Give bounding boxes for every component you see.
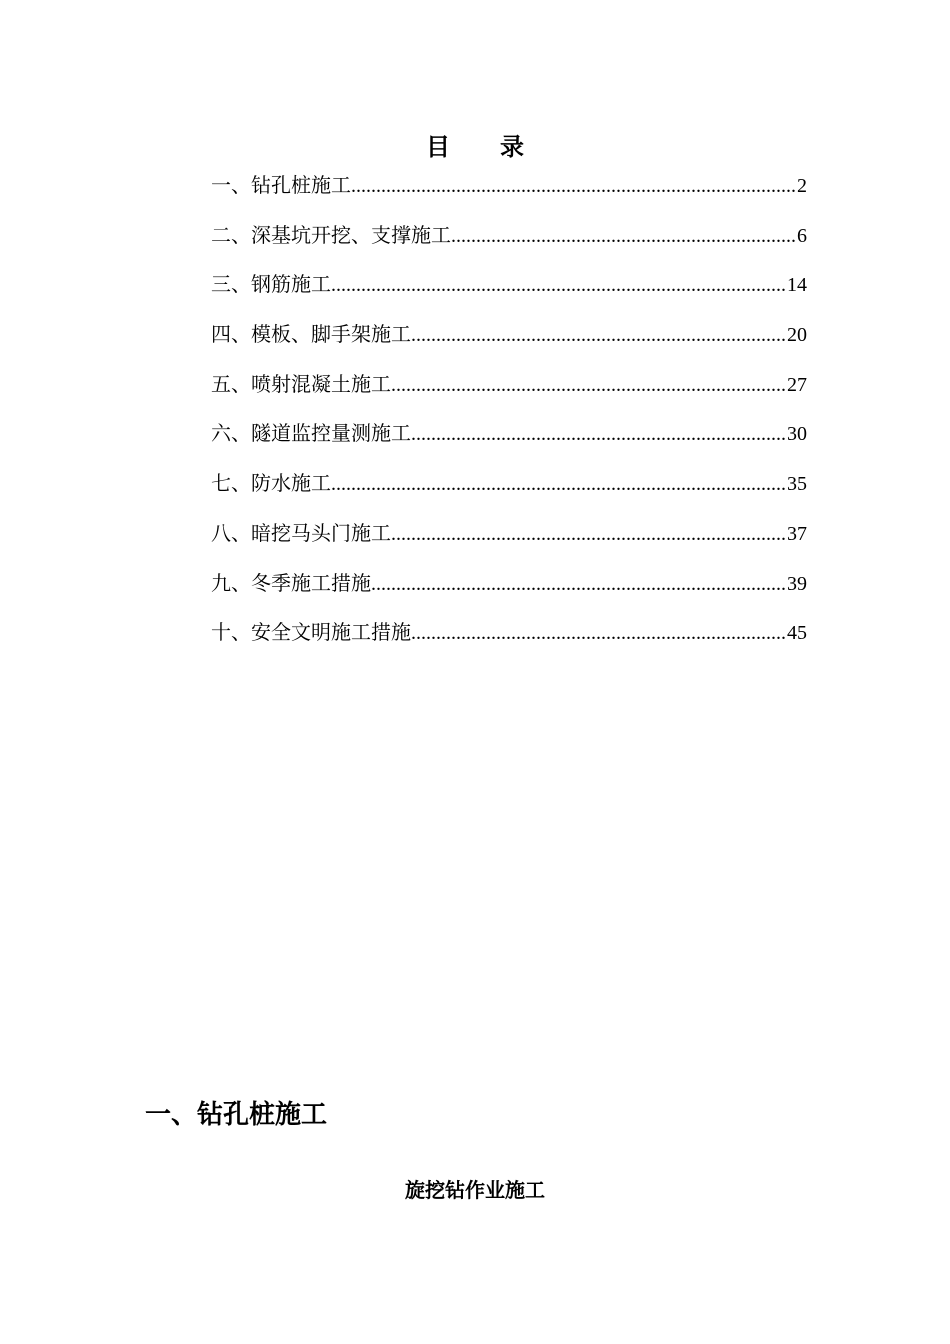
toc-entry[interactable] [211, 317, 807, 367]
subsection-heading: 旋挖钻作业施工 [405, 1180, 545, 1202]
toc-dot-leader [451, 218, 797, 254]
toc-dot-leader [411, 317, 787, 353]
toc-dot-leader [391, 516, 787, 552]
toc-entry-label: 九、冬季施工措施 [211, 572, 371, 595]
toc-entry-page: 39 [787, 572, 807, 595]
toc-entry-label: 五、喷射混凝土施工 [211, 373, 391, 396]
toc-entry[interactable] [211, 267, 807, 317]
toc-dot-leader [391, 367, 787, 403]
toc-dot-leader [411, 416, 787, 452]
section-heading: 一、钻孔桩施工 [145, 1100, 328, 1129]
toc-entry[interactable] [211, 516, 807, 566]
toc-entry[interactable] [211, 466, 807, 516]
toc-entry[interactable] [211, 566, 807, 616]
toc-entry-page: 35 [787, 473, 807, 496]
toc-entry-label: 三、钢筋施工 [211, 274, 331, 297]
toc-entry[interactable] [211, 367, 807, 417]
toc-entry-page: 37 [787, 522, 807, 545]
toc-entry-label: 一、钻孔桩施工 [211, 175, 351, 197]
toc-entry-label: 六、隧道监控量测施工 [211, 423, 411, 446]
toc-entry-page: 14 [787, 274, 807, 297]
toc-entry-label: 二、深基坑开挖、支撑施工 [211, 224, 451, 247]
toc-dot-leader [331, 466, 787, 502]
toc-entry-label: 七、防水施工 [211, 473, 331, 496]
toc-entry[interactable] [211, 218, 807, 268]
toc-dot-leader [351, 168, 797, 204]
toc-entry-page: 6 [797, 224, 807, 247]
toc-entry[interactable] [211, 416, 807, 466]
toc-dot-leader [371, 566, 787, 602]
toc-entry-page: 45 [787, 622, 807, 645]
toc-entry-page: 20 [787, 324, 807, 347]
toc-entry-label: 四、模板、脚手架施工 [211, 324, 411, 347]
table-of-contents [211, 168, 807, 665]
toc-entry[interactable] [211, 168, 807, 218]
toc-entry-page: 30 [787, 423, 807, 446]
toc-entry-label: 八、暗挖马头门施工 [211, 522, 391, 545]
toc-entry-label: 十、安全文明施工措施 [211, 622, 411, 645]
toc-dot-leader [411, 615, 787, 651]
toc-entry-page: 27 [787, 373, 807, 396]
toc-title: 目 录 [426, 135, 546, 161]
toc-entry-page: 2 [797, 175, 807, 197]
toc-dot-leader [331, 267, 787, 303]
toc-entry[interactable] [211, 615, 807, 665]
